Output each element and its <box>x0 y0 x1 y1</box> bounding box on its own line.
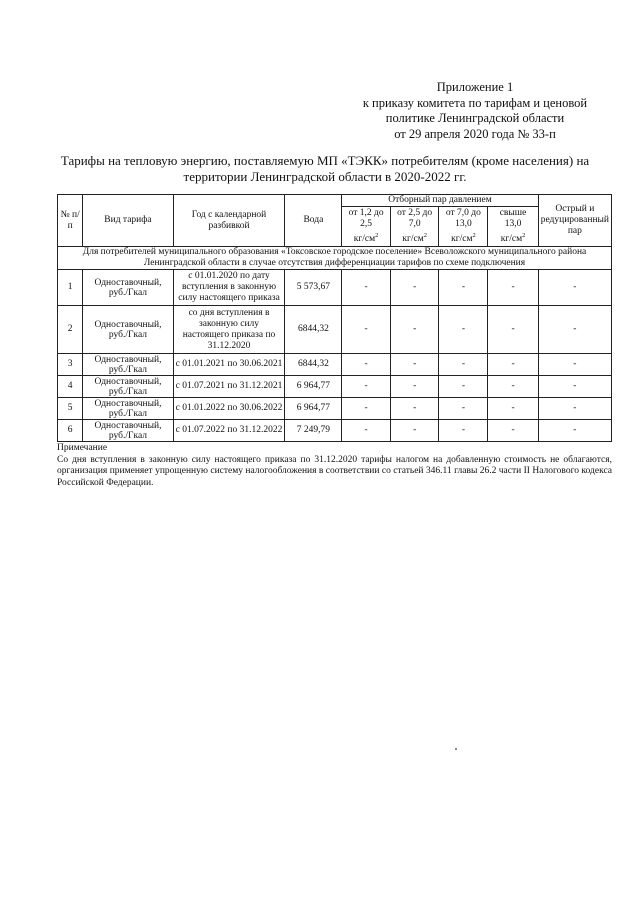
row-water: 5 573,67 <box>285 270 342 306</box>
row-water: 6844,32 <box>285 354 342 376</box>
row-period: со дня вступления в законную силу настоящего приказа по 31.12.2020 <box>173 306 285 354</box>
appendix-line-4: от 29 апреля 2020 года № 33-п <box>394 126 556 141</box>
title-line-2: территории Ленинградской области в 2020-2022 гг. <box>183 169 467 184</box>
row-period: с 01.01.2021 по 30.06.2021 <box>173 354 285 376</box>
row-sharp-steam: - <box>538 398 611 420</box>
appendix-block <box>340 80 610 142</box>
row-period: с 01.01.2020 по дату вступления в законную силу настоящего приказа <box>173 270 285 306</box>
table-row <box>58 354 612 376</box>
row-pressure-2: - <box>390 354 439 376</box>
document-title <box>60 153 590 185</box>
row-pressure-3: - <box>439 398 488 420</box>
row-pressure-1: - <box>342 420 391 442</box>
header-water: Вода <box>285 195 342 247</box>
table-row <box>58 306 612 354</box>
row-pressure-3: - <box>439 420 488 442</box>
row-pressure-2: - <box>390 306 439 354</box>
consumer-group-row: Для потребителей муниципального образования «Токсовское городское поселение» Всеволожского муниципального района Ленинградской области в случае отсутствия дифференциации тарифов по схеме подключения <box>58 247 612 270</box>
row-number: 5 <box>58 398 83 420</box>
scan-speck <box>455 748 457 750</box>
row-pressure-4: - <box>488 354 538 376</box>
row-water: 6 964,77 <box>285 398 342 420</box>
appendix-line-3: политике Ленинградской области <box>385 111 565 125</box>
row-number: 3 <box>58 354 83 376</box>
row-pressure-2: - <box>390 376 439 398</box>
appendix-line-2: к приказу комитета по тарифам и ценовой <box>362 95 588 110</box>
row-tariff-type: Одноставочный, руб./Гкал <box>83 354 173 376</box>
row-number: 2 <box>58 306 83 354</box>
header-period: Год с календарной разбивкой <box>173 195 285 247</box>
row-pressure-1: - <box>342 270 391 306</box>
row-pressure-1: - <box>342 354 391 376</box>
row-sharp-steam: - <box>538 354 611 376</box>
table-row <box>58 376 612 398</box>
row-pressure-4: - <box>488 270 538 306</box>
row-tariff-type: Одноставочный, руб./Гкал <box>83 420 173 442</box>
row-pressure-1: - <box>342 306 391 354</box>
header-pressure-3: от 7,0 до 13,0 $кг/см^2$ <box>439 207 488 247</box>
row-tariff-type: Одноставочный, руб./Гкал <box>83 398 173 420</box>
row-tariff-type: Одноставочный, руб./Гкал <box>83 270 173 306</box>
note-text: Со дня вступления в законную силу настоящего приказа по 31.12.2020 тарифы налогом на добавленную стоимость не облагаются, организация применяет упрощенную систему налогообложения в соответствии со статьей 346.11 главы 26.2 части II Налогового кодекса Российской Федерации. <box>57 454 612 488</box>
title-line-1: Тарифы на тепловую энергию, поставляемую МП «ТЭКК» потребителям (кроме населения) на <box>60 153 590 168</box>
header-sharp-steam: Острый и редуцированный пар <box>538 195 611 247</box>
row-sharp-steam: - <box>538 420 611 442</box>
row-pressure-3: - <box>439 376 488 398</box>
note-block <box>57 443 612 489</box>
row-period: с 01.07.2021 по 31.12.2021 <box>173 376 285 398</box>
row-sharp-steam: - <box>538 306 611 354</box>
row-pressure-3: - <box>439 354 488 376</box>
row-pressure-3: - <box>439 306 488 354</box>
row-number: 4 <box>58 376 83 398</box>
row-pressure-2: - <box>390 420 439 442</box>
header-number: № п/п <box>58 195 83 247</box>
header-pressure-4: свыше 13,0 $кг/см^2$ <box>488 207 538 247</box>
header-steam-group: Отборный пар давлением <box>342 195 538 207</box>
row-number: 6 <box>58 420 83 442</box>
table-row <box>58 270 612 306</box>
row-pressure-4: - <box>488 376 538 398</box>
row-water: 6844,32 <box>285 306 342 354</box>
row-tariff-type: Одноставочный, руб./Гкал <box>83 376 173 398</box>
row-sharp-steam: - <box>538 376 611 398</box>
table-row <box>58 420 612 442</box>
row-period: с 01.01.2022 по 30.06.2022 <box>173 398 285 420</box>
row-pressure-1: - <box>342 376 391 398</box>
row-sharp-steam: - <box>538 270 611 306</box>
row-water: 6 964,77 <box>285 376 342 398</box>
header-tariff-type: Вид тарифа <box>83 195 173 247</box>
row-pressure-4: - <box>488 306 538 354</box>
row-pressure-4: - <box>488 398 538 420</box>
table-row <box>58 398 612 420</box>
appendix-line-1: Приложение 1 <box>436 80 514 94</box>
note-heading: Примечание <box>57 443 108 453</box>
row-water: 7 249,79 <box>285 420 342 442</box>
header-pressure-1: от 1,2 до 2,5 $кг/см^2$ <box>342 207 391 247</box>
row-period: с 01.07.2022 по 31.12.2022 <box>173 420 285 442</box>
row-tariff-type: Одноставочный, руб./Гкал <box>83 306 173 354</box>
header-pressure-2: от 2,5 до 7,0 $кг/см^2$ <box>390 207 439 247</box>
tariff-table <box>57 194 612 442</box>
row-pressure-4: - <box>488 420 538 442</box>
row-pressure-2: - <box>390 398 439 420</box>
row-pressure-1: - <box>342 398 391 420</box>
row-number: 1 <box>58 270 83 306</box>
row-pressure-3: - <box>439 270 488 306</box>
row-pressure-2: - <box>390 270 439 306</box>
